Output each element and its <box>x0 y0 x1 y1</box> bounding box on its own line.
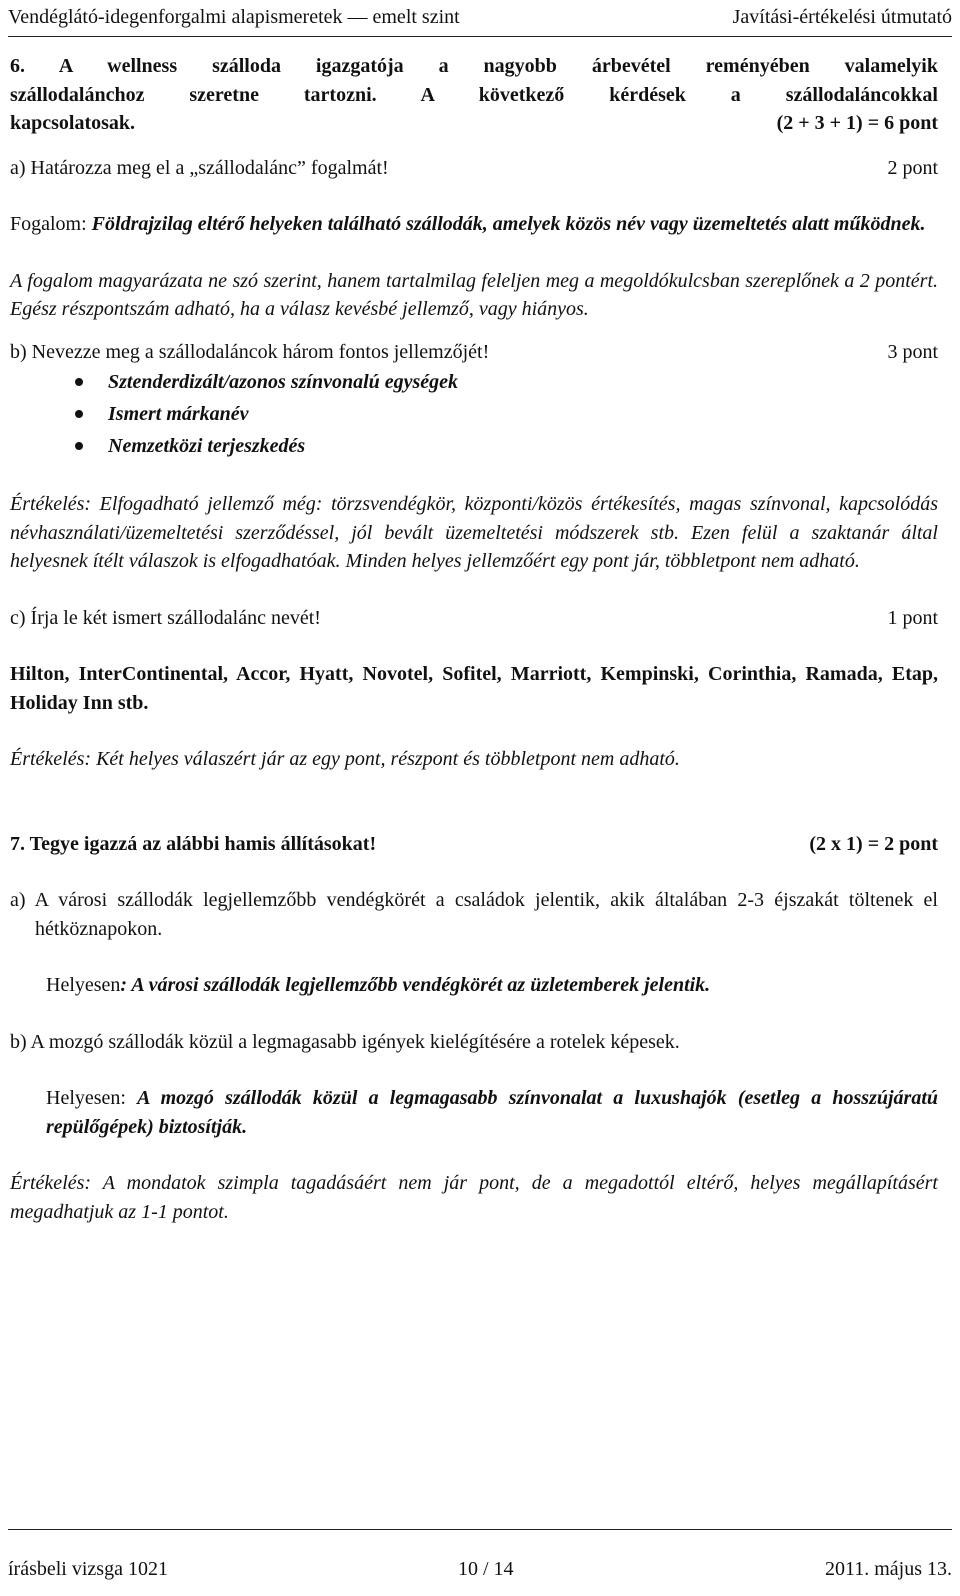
q6b-answer-item: Sztenderdizált/azonos színvonalú egységek <box>0 366 938 398</box>
q6c-points: 1 pont <box>887 606 938 629</box>
q6a-answer-prefix: Fogalom: <box>10 213 92 235</box>
q7-total-points: (2 x 1) = 2 pont <box>809 832 938 855</box>
q7a-statement-text: a) A városi szállodák legjellemzőbb vendégkörét a családok jelentik, akik általában 2-3 éjszakát töltenek el hétköznapokon. <box>10 889 938 940</box>
q6a-question <box>10 154 938 183</box>
page-footer <box>8 1529 952 1596</box>
q6-title-line3-text: kapcsolatosak. <box>10 112 136 134</box>
header-left: Vendéglátó-idegenforgalmi alapismeretek — emelt szint <box>8 6 460 28</box>
footer-exam-id: írásbeli vizsga 1021 <box>8 1558 168 1580</box>
q7a-statement <box>10 886 938 943</box>
page-header <box>8 2 952 37</box>
q6-title-line1: 6. A wellness szálloda igazgatója a nagyobb árbevétel reményében valamelyik <box>10 55 938 77</box>
q7a-correct-prefix: Helyesen <box>46 974 121 996</box>
q6b-answer-item: Ismert márkanév <box>0 398 938 430</box>
q7-title <box>10 830 938 859</box>
q6b-question-text: b) Nevezze meg a szállodaláncok három fontos jellemzőjét! <box>10 340 490 363</box>
q7b-correct-prefix: Helyesen: <box>46 1087 138 1109</box>
q6-title-line2: szállodalánchoz szeretne tartozni. A következő kérdések a szállodaláncokkal <box>10 83 938 106</box>
q6a-answer-text: Földrajzilag eltérő helyeken található szállodák, amelyek közös név vagy üzemeltetés alatt működnek. <box>91 213 926 235</box>
q7b-statement: b) A mozgó szállodák közül a legmagasabb igények kielégítésére a rotelek képesek. <box>10 1030 680 1053</box>
q7-evaluation: Értékelés: A mondatok szimpla tagadásáért nem jár pont, de a megadottól eltérő, helyes megállapításért megadhatjuk az 1-1 pontot. <box>10 1172 938 1223</box>
q7a-correct <box>10 971 938 1000</box>
q6-title-line3 <box>10 109 938 138</box>
q6b-evaluation: Értékelés: Elfogadható jellemző még: törzsvendégkör, központi/közös értékesítés, magas színvonal, kapcsolódás névhasználati/üzemeltetési szerződéssel, jól bevált üzemeltetési módszerek stb. Ezen felül a szaktanár által helyesnek ítélt válaszok is elfogadhatóak. Minden helyes jellemzőért egy pont jár, többletpont nem adható. <box>10 493 938 572</box>
q6a-points: 2 pont <box>887 156 938 179</box>
q6c-question <box>10 604 938 633</box>
footer-page-number: 10 / 14 <box>458 1558 514 1580</box>
q6b-answer-list <box>0 366 938 462</box>
q7a-correct-text: : A városi szállodák legjellemzőbb vendégkörét az üzletemberek jelentik. <box>120 974 711 996</box>
q6-total-points: (2 + 3 + 1) = 6 pont <box>776 112 938 134</box>
q6c-question-text: c) Írja le két ismert szállodalánc nevét! <box>10 606 321 629</box>
q6a-question-text: a) Határozza meg el a „szállodalánc” fogalmát! <box>10 156 389 179</box>
header-right: Javítási-értékelési útmutató <box>732 6 952 28</box>
q6c-evaluation: Értékelés: Két helyes válaszért jár az egy pont, részpont és többletpont nem adható. <box>10 748 680 770</box>
q7b-correct <box>10 1084 938 1141</box>
q6a-note: A fogalom magyarázata ne szó szerint, hanem tartalmilag feleljen meg a megoldókulcsban szereplőnek a 2 pontért. Egész részpontszám adható, ha a válasz kevésbé jellemző, vagy hiányos. <box>10 269 938 320</box>
q6b-answer-item: Nemzetközi terjeszkedés <box>0 430 938 462</box>
page-content <box>10 52 938 1226</box>
q6b-question <box>10 338 938 367</box>
footer-date: 2011. május 13. <box>824 1558 952 1580</box>
q6c-answer: Hilton, InterContinental, Accor, Hyatt, Novotel, Sofitel, Marriott, Kempinski, Corinthia, Ramada, Etap, Holiday Inn stb. <box>10 663 938 714</box>
q7b-correct-text: A mozgó szállodák közül a legmagasabb színvonalat a luxushajók (esetleg a hosszújáratú repülőgépek) biztosítják. <box>46 1087 938 1138</box>
q6a-answer <box>10 210 938 239</box>
question-6 <box>10 52 938 774</box>
q7-title-text: 7. Tegye igazzá az alábbi hamis állításokat! <box>10 832 377 855</box>
q6b-points: 3 pont <box>887 340 938 363</box>
question-7 <box>10 830 938 1227</box>
